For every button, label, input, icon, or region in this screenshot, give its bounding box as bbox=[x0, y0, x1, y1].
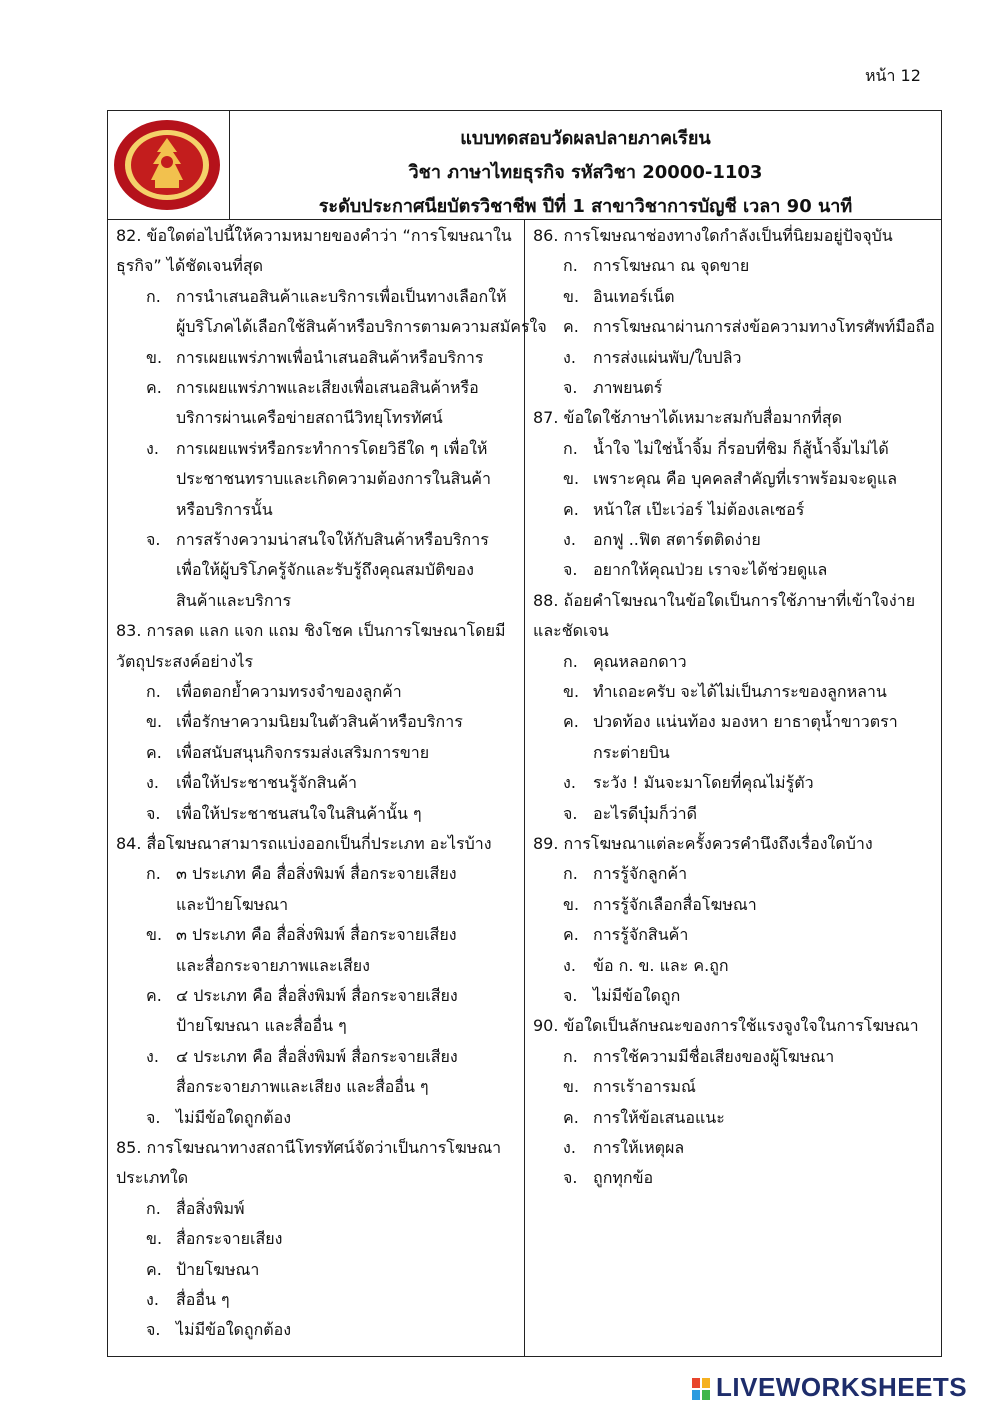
question-text: วัตถุประสงค์อย่างไร bbox=[116, 651, 254, 671]
question-text: 89. การโฆษณาแต่ละครั้งควรคำนึงถึงเรื่องใดบ้าง bbox=[533, 834, 873, 853]
option-text: น้ำใจ ไม่ใช่น้ำจิ้ม กี่รอบที่ชิม ก็สู้น้ำจิ้มไม่ได้ bbox=[593, 438, 889, 458]
option-letter: ข. bbox=[146, 925, 163, 945]
option-letter: ง. bbox=[146, 438, 159, 458]
option-letter: ข. bbox=[563, 469, 580, 489]
option-letter: ค. bbox=[563, 712, 579, 732]
option-text: ภาพยนตร์ bbox=[593, 378, 663, 397]
option-text: ไม่มีข้อใดถูกต้อง bbox=[176, 1107, 292, 1127]
option-letter: จ. bbox=[146, 1320, 161, 1340]
option-text: อะไรดีบุ๋มก็ว่าดี bbox=[593, 803, 697, 823]
option-text: การโฆษณา ณ จุดขาย bbox=[593, 256, 750, 276]
option-text: ระวัง ! มันจะมาโดยที่คุณไม่รู้ตัว bbox=[593, 773, 814, 793]
column-divider bbox=[524, 219, 525, 1356]
option-letter: ข. bbox=[563, 1077, 580, 1097]
option-text: ป้ายโฆษณา และสื่ออื่น ๆ bbox=[176, 1016, 347, 1036]
option-text: ๓ ประเภท คือ สื่อสิ่งพิมพ์ สื่อกระจายเสียง bbox=[176, 864, 457, 884]
option-text: สื่อกระจายภาพและเสียง และสื่ออื่น ๆ bbox=[176, 1077, 429, 1097]
option-text: ไม่มีข้อใดถูก bbox=[593, 986, 681, 1005]
option-text: อินเทอร์เน็ต bbox=[593, 286, 675, 306]
question-text: 82. ข้อใดต่อไปนี้ให้ความหมายของคำว่า “การโฆษณาใน bbox=[116, 226, 512, 245]
option-text: การให้เหตุผล bbox=[593, 1138, 685, 1157]
exam-frame bbox=[107, 110, 942, 1357]
option-letter: ง. bbox=[146, 1046, 159, 1066]
question-text: 85. การโฆษณาทางสถานีโทรทัศน์จัดว่าเป็นการโฆษณา bbox=[116, 1138, 502, 1157]
option-text: กระต่ายบิน bbox=[593, 742, 670, 762]
subject-line: วิชา ภาษาไทยธุรกิจ รหัสวิชา 20000-1103 bbox=[408, 162, 763, 183]
option-letter: จ. bbox=[146, 530, 161, 549]
option-text: คุณหลอกดาว bbox=[593, 651, 687, 671]
option-text: การรู้จักลูกค้า bbox=[593, 864, 688, 884]
option-text: ปวดท้อง แน่นท้อง มองหา ยาธาตุน้ำขาวตรา bbox=[593, 712, 898, 732]
option-letter: ก. bbox=[146, 286, 161, 306]
option-letter: จ. bbox=[146, 1107, 161, 1127]
question-text: 83. การลด แลก แจก แถม ชิงโชค เป็นการโฆษณาโดยมี bbox=[116, 621, 506, 641]
option-letter: ค. bbox=[146, 378, 162, 397]
exam-title: แบบทดสอบวัดผลปลายภาคเรียน bbox=[460, 128, 711, 149]
question-text: ประเภทใด bbox=[116, 1168, 189, 1188]
option-text: และป้ายโฆษณา bbox=[176, 894, 289, 914]
option-letter: ง. bbox=[563, 955, 576, 975]
option-text: การเผยแพร่หรือกระทำการโดยวิธีใด ๆ เพื่อให้ bbox=[176, 438, 488, 458]
option-letter: ค. bbox=[563, 317, 579, 337]
brand-text: LIVEWORKSHEETS bbox=[716, 1372, 968, 1402]
option-letter: จ. bbox=[146, 803, 161, 823]
option-text: การเร้าอารมณ์ bbox=[593, 1077, 696, 1097]
option-letter: ง. bbox=[563, 1138, 576, 1157]
option-text: สื่อกระจายเสียง bbox=[176, 1229, 283, 1249]
option-text: เพื่อตอกย้ำความทรงจำของลูกค้า bbox=[176, 682, 402, 701]
option-text: ประชาชนทราบและเกิดความต้องการในสินค้า bbox=[176, 469, 491, 489]
option-text: และสื่อกระจายภาพและเสียง bbox=[176, 955, 370, 975]
option-letter: ค. bbox=[146, 986, 162, 1005]
option-letter: ค. bbox=[563, 925, 579, 945]
option-text: อยากให้คุณป่วย เราจะได้ช่วยดูแล bbox=[593, 560, 828, 580]
option-letter: จ. bbox=[563, 560, 578, 580]
option-letter: ง. bbox=[146, 1290, 159, 1309]
page-number: หน้า 12 bbox=[865, 66, 921, 85]
option-text: ๔ ประเภท คือ สื่อสิ่งพิมพ์ สื่อกระจายเสียง bbox=[176, 1046, 458, 1066]
option-text: สื่ออื่น ๆ bbox=[176, 1290, 230, 1309]
option-text: หน้าใส เป๊ะเว่อร์ ไม่ต้องเลเซอร์ bbox=[593, 499, 805, 519]
exam-header bbox=[108, 111, 941, 220]
option-text: การรู้จักสินค้า bbox=[593, 925, 689, 945]
option-text: ๓ ประเภท คือ สื่อสิ่งพิมพ์ สื่อกระจายเสียง bbox=[176, 925, 457, 945]
option-text: การเผยแพร่ภาพและเสียงเพื่อเสนอสินค้าหรือ bbox=[176, 378, 479, 397]
option-text: เพื่อรักษาความนิยมในตัวสินค้าหรือบริการ bbox=[176, 712, 463, 732]
option-text: การใช้ความมีชื่อเสียงของผู้โฆษณา bbox=[593, 1046, 835, 1066]
option-letter: ค. bbox=[563, 1107, 579, 1127]
option-letter: ข. bbox=[563, 682, 580, 701]
option-text: การสร้างความน่าสนใจให้กับสินค้าหรือบริการ bbox=[176, 530, 489, 549]
option-text: ป้ายโฆษณา bbox=[176, 1259, 260, 1279]
question-text: 88. ถ้อยคำโฆษณาในข้อใดเป็นการใช้ภาษาที่เข้าใจง่าย bbox=[533, 590, 916, 610]
option-letter: จ. bbox=[563, 803, 578, 823]
option-text: การให้ข้อเสนอแนะ bbox=[593, 1107, 725, 1127]
option-text: ผู้บริโภคได้เลือกใช้สินค้าหรือบริการตามความสมัครใจ bbox=[176, 317, 547, 337]
liveworksheets-logo-icon bbox=[692, 1378, 710, 1400]
option-letter: ค. bbox=[563, 499, 579, 519]
option-text: การเผยแพร่ภาพเพื่อนำเสนอสินค้าหรือบริการ bbox=[176, 347, 484, 367]
option-text: หรือบริการนั้น bbox=[176, 499, 273, 519]
option-text: การส่งแผ่นพับ/ใบปลิว bbox=[593, 347, 742, 367]
option-letter: จ. bbox=[563, 378, 578, 397]
question-text: 87. ข้อใดใช้ภาษาได้เหมาะสมกับสื่อมากที่สุด bbox=[533, 408, 843, 428]
option-letter: ข. bbox=[146, 347, 163, 367]
option-letter: ค. bbox=[146, 742, 162, 762]
option-text: เพื่อให้ประชาชนรู้จักสินค้า bbox=[176, 773, 358, 793]
option-letter: ข. bbox=[146, 712, 163, 732]
option-text: เพราะคุณ คือ บุคคลสำคัญที่เราพร้อมจะดูแล bbox=[593, 469, 898, 489]
option-letter: จ. bbox=[563, 986, 578, 1005]
option-text: สื่อสิ่งพิมพ์ bbox=[176, 1198, 245, 1218]
option-text: ทำเถอะครับ จะได้ไม่เป็นภาระของลูกหลาน bbox=[593, 682, 887, 701]
option-letter: ก. bbox=[563, 864, 578, 884]
option-text: อกฟู ..ฟิต สตาร์ตติดง่าย bbox=[593, 530, 761, 549]
option-letter: ข. bbox=[563, 894, 580, 914]
option-text: การรู้จักเลือกสื่อโฆษณา bbox=[593, 894, 757, 914]
option-text: เพื่อให้ผู้บริโภครู้จักและรับรู้ถึงคุณสมบัติของ bbox=[176, 560, 474, 580]
option-letter: ก. bbox=[563, 438, 578, 458]
option-letter: ข. bbox=[563, 286, 580, 306]
level-line: ระดับประกาศนียบัตรวิชาชีพ ปีที่ 1 สาขาวิชาการบัญชี เวลา 90 นาที bbox=[318, 196, 853, 217]
option-letter: ก. bbox=[146, 1198, 161, 1218]
option-text: การโฆษณาผ่านการส่งข้อความทางโทรศัพท์มือถือ bbox=[593, 317, 935, 337]
option-text: ๔ ประเภท คือ สื่อสิ่งพิมพ์ สื่อกระจายเสียง bbox=[176, 986, 458, 1005]
option-letter: ง. bbox=[563, 773, 576, 793]
option-text: เพื่อให้ประชาชนสนใจในสินค้านั้น ๆ bbox=[176, 803, 422, 823]
question-text: 90. ข้อใดเป็นลักษณะของการใช้แรงจูงใจในการโฆษณา bbox=[533, 1016, 919, 1036]
option-letter: ก. bbox=[563, 651, 578, 671]
option-letter: ก. bbox=[563, 1046, 578, 1066]
option-text: ถูกทุกข้อ bbox=[593, 1168, 654, 1188]
option-letter: ข. bbox=[146, 1229, 163, 1249]
college-logo bbox=[108, 111, 230, 219]
option-text: เพื่อสนับสนุนกิจกรรมส่งเสริมการขาย bbox=[176, 742, 430, 762]
question-text: 86. การโฆษณาช่องทางใดกำลังเป็นที่นิยมอยู่ปัจจุบัน bbox=[533, 226, 893, 245]
option-text: การนำเสนอสินค้าและบริการเพื่อเป็นทางเลือกให้ bbox=[176, 286, 507, 306]
option-letter: ง. bbox=[563, 530, 576, 549]
college-seal-icon bbox=[111, 118, 223, 212]
option-text: สินค้าและบริการ bbox=[176, 590, 292, 610]
option-letter: ก. bbox=[146, 864, 161, 884]
option-text: ข้อ ก. ข. และ ค.ถูก bbox=[593, 955, 729, 975]
question-text: 84. สื่อโฆษณาสามารถแบ่งออกเป็นกี่ประเภท อะไรบ้าง bbox=[116, 834, 492, 853]
option-text: บริการผ่านเครือข่ายสถานีวิทยุโทรทัศน์ bbox=[176, 408, 443, 428]
option-text: ไม่มีข้อใดถูกต้อง bbox=[176, 1320, 292, 1340]
question-text: ธุรกิจ” ได้ชัดเจนที่สุด bbox=[116, 256, 263, 276]
option-letter: ก. bbox=[146, 682, 161, 701]
option-letter: ค. bbox=[146, 1259, 162, 1279]
option-letter: ง. bbox=[563, 347, 576, 367]
option-letter: จ. bbox=[563, 1168, 578, 1188]
option-letter: ก. bbox=[563, 256, 578, 276]
question-text: และชัดเจน bbox=[533, 621, 609, 641]
option-letter: ง. bbox=[146, 773, 159, 793]
